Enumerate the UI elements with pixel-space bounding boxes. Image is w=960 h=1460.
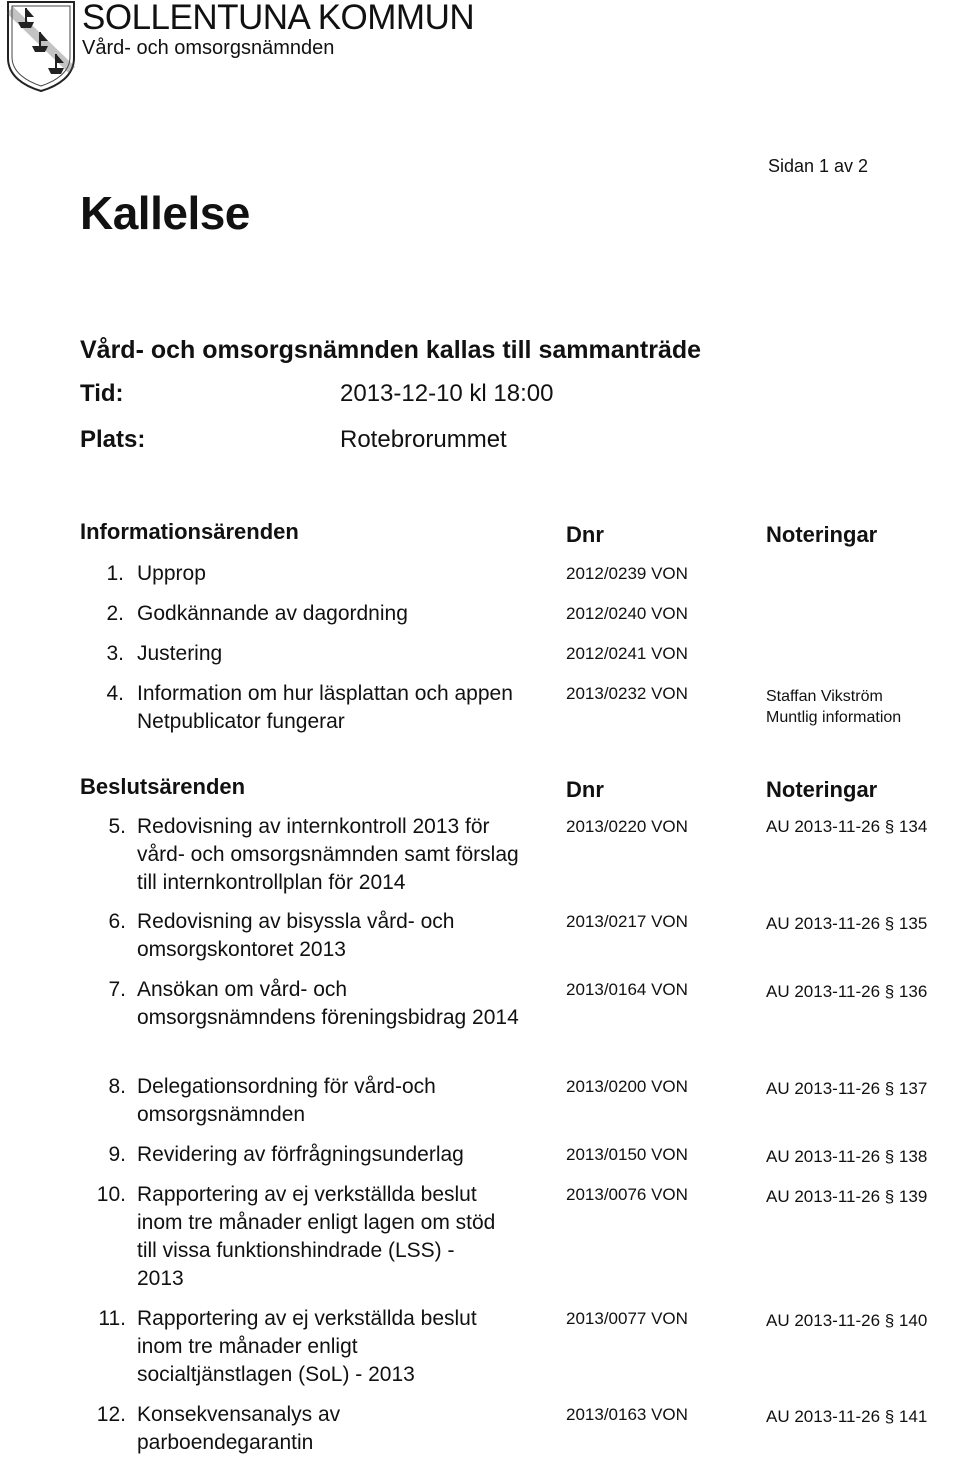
item-number: 6. [108,910,126,933]
item-note: AU 2013-11-26 § 137 [766,1079,928,1098]
item-note: AU 2013-11-26 § 140 [766,1311,928,1330]
document-title: Kallelse [80,187,250,239]
item-title: Godkännande av dagordning [137,602,408,625]
item-note: AU 2013-11-26 § 138 [766,1147,928,1166]
item-title: Rapportering av ej verkställda beslut inom tre månader enligt socialtjänstlagen (SoL) - 2013 [137,1307,477,1386]
item-note-presenter: Staffan Vikström [766,688,883,705]
item-number: 5. [108,815,126,838]
item-number: 2. [106,602,124,625]
decision-section-heading: Beslutsärenden [80,774,246,799]
organization-subtitle: Vård- och omsorgsnämnden [82,37,335,59]
item-number: 8. [108,1075,126,1098]
item-dnr: 2013/0077 VON [566,1309,688,1328]
meeting-headline: Vård- och omsorgsnämnden kallas till sammanträde [80,336,702,364]
item-note: AU 2013-11-26 § 134 [766,817,928,836]
time-value: 2013-12-10 kl 18:00 [340,380,554,407]
info-dnr-heading: Dnr [566,522,604,547]
item-title: Upprop [137,562,206,585]
item-dnr: 2012/0241 VON [566,644,688,663]
item-number: 10. [96,1183,126,1206]
item-dnr: 2013/0163 VON [566,1405,688,1424]
item-title: Justering [137,642,223,665]
item-note: AU 2013-11-26 § 135 [766,914,928,933]
item-title: Redovisning av bisyssla vård- och omsorgskontoret 2013 [137,910,455,961]
item-title: Revidering av förfrågningsunderlag [137,1143,464,1166]
item-note: AU 2013-11-26 § 141 [766,1407,928,1426]
info-section-heading: Informationsärenden [80,519,299,544]
info-notes-heading: Noteringar [766,522,878,547]
item-dnr: 2012/0240 VON [566,604,688,623]
organization-name: SOLLENTUNA KOMMUN [82,0,475,37]
item-note: AU 2013-11-26 § 139 [766,1187,928,1206]
item-number: 12. [96,1403,126,1426]
item-dnr: 2013/0200 VON [566,1077,688,1096]
decision-dnr-heading: Dnr [566,777,604,802]
item-note-type: Muntlig information [766,709,902,726]
item-note: AU 2013-11-26 § 136 [766,982,928,1001]
item-title: Information om hur läsplattan och appen Netpublicator fungerar [137,682,513,733]
item-number: 1. [106,562,124,585]
item-title: Delegationsordning för vård-och omsorgsnämnden [137,1075,436,1126]
item-dnr: 2013/0164 VON [566,980,688,999]
decision-notes-heading: Noteringar [766,777,878,802]
item-dnr: 2013/0217 VON [566,912,688,931]
item-dnr: 2013/0232 VON [566,684,688,703]
item-number: 3. [106,642,124,665]
item-title: Ansökan om vård- och omsorgsnämndens föreningsbidrag 2014 [137,978,519,1029]
item-dnr: 2013/0220 VON [566,817,688,836]
time-label: Tid: [80,380,124,407]
item-number: 11. [98,1307,126,1330]
place-label: Plats: [80,426,146,453]
item-dnr: 2013/0150 VON [566,1145,688,1164]
item-title: Rapportering av ej verkställda beslut inom tre månader enligt lagen om stöd till vissa funktionshindrade (LSS) - 2013 [137,1183,496,1290]
item-number: 7. [108,978,126,1001]
page-number: Sidan 1 av 2 [768,156,869,176]
municipal-crest-icon [4,0,78,92]
item-title: Redovisning av internkontroll 2013 för vård- och omsorgsnämnden samt förslag till internkontrollplan för 2014 [137,815,519,894]
item-dnr: 2013/0076 VON [566,1185,688,1204]
item-title: Konsekvensanalys av parboendegarantin [137,1403,341,1454]
item-number: 4. [106,682,124,705]
item-dnr: 2012/0239 VON [566,564,688,583]
item-number: 9. [108,1143,126,1166]
place-value: Rotebrorummet [340,426,507,453]
